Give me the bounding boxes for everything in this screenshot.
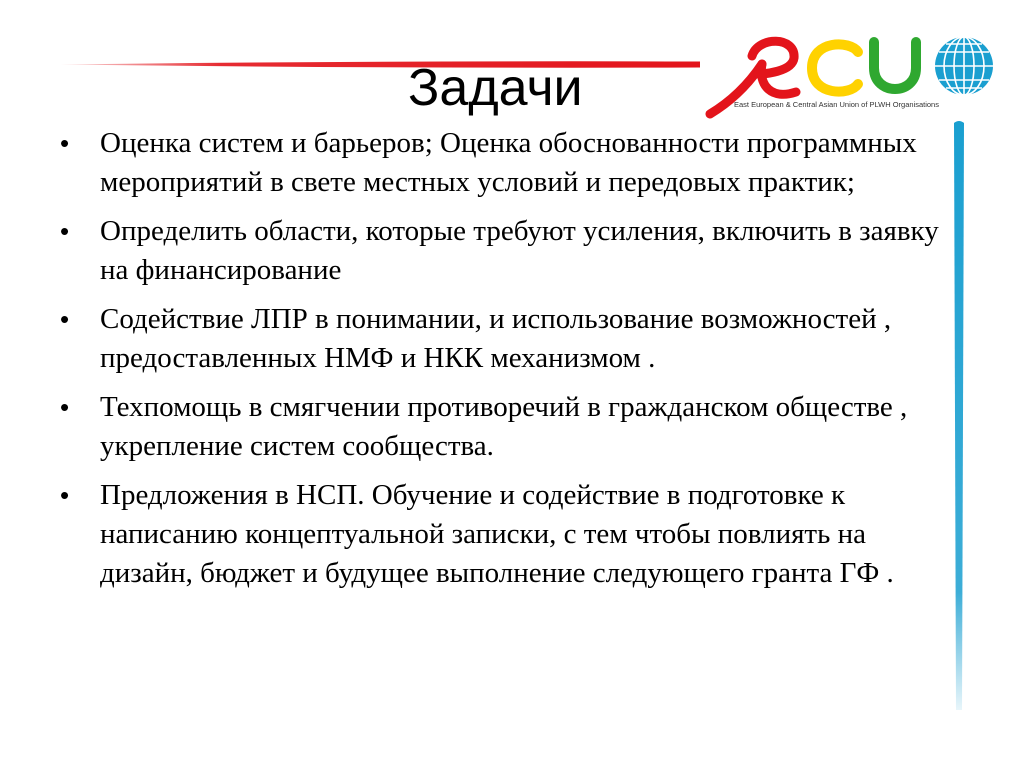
bullet-icon: • [60, 216, 70, 246]
task-text: Техпомощь в смягчении противоречий в гражданском обществе , укрепление систем сообщества. [100, 391, 908, 462]
bullet-icon: • [60, 480, 70, 510]
bullet-icon: • [60, 392, 70, 422]
task-text: Предложения в НСП. Обучение и содействие в подготовке к написанию концептуальной записки, с тем чтобы повлиять на дизайн, бюджет и будущее выполнение следующего гранта ГФ . [100, 479, 894, 589]
red-decorative-line [60, 60, 700, 69]
task-list [60, 124, 960, 603]
list-item [60, 300, 960, 378]
list-item [60, 388, 960, 466]
ecuo-logo [700, 24, 1000, 124]
task-text: Оценка систем и барьеров; Оценка обоснованности программных мероприятий в свете местных условий и передовых практик; [100, 127, 917, 198]
globe-icon [932, 34, 996, 98]
page-title: Задачи [408, 59, 583, 117]
logo-caption: East European & Central Asian Union of PLWH Organisations [734, 100, 939, 109]
bullet-icon: • [60, 304, 70, 334]
list-item [60, 212, 960, 290]
list-item [60, 476, 960, 593]
bullet-icon: • [60, 128, 70, 158]
task-text: Содействие ЛПР в понимании, и использование возможностей , предоставленных НМФ и НКК механизмом . [100, 303, 892, 374]
task-text: Определить области, которые требуют усиления, включить в заявку на финансирование [100, 215, 939, 286]
list-item [60, 124, 960, 202]
